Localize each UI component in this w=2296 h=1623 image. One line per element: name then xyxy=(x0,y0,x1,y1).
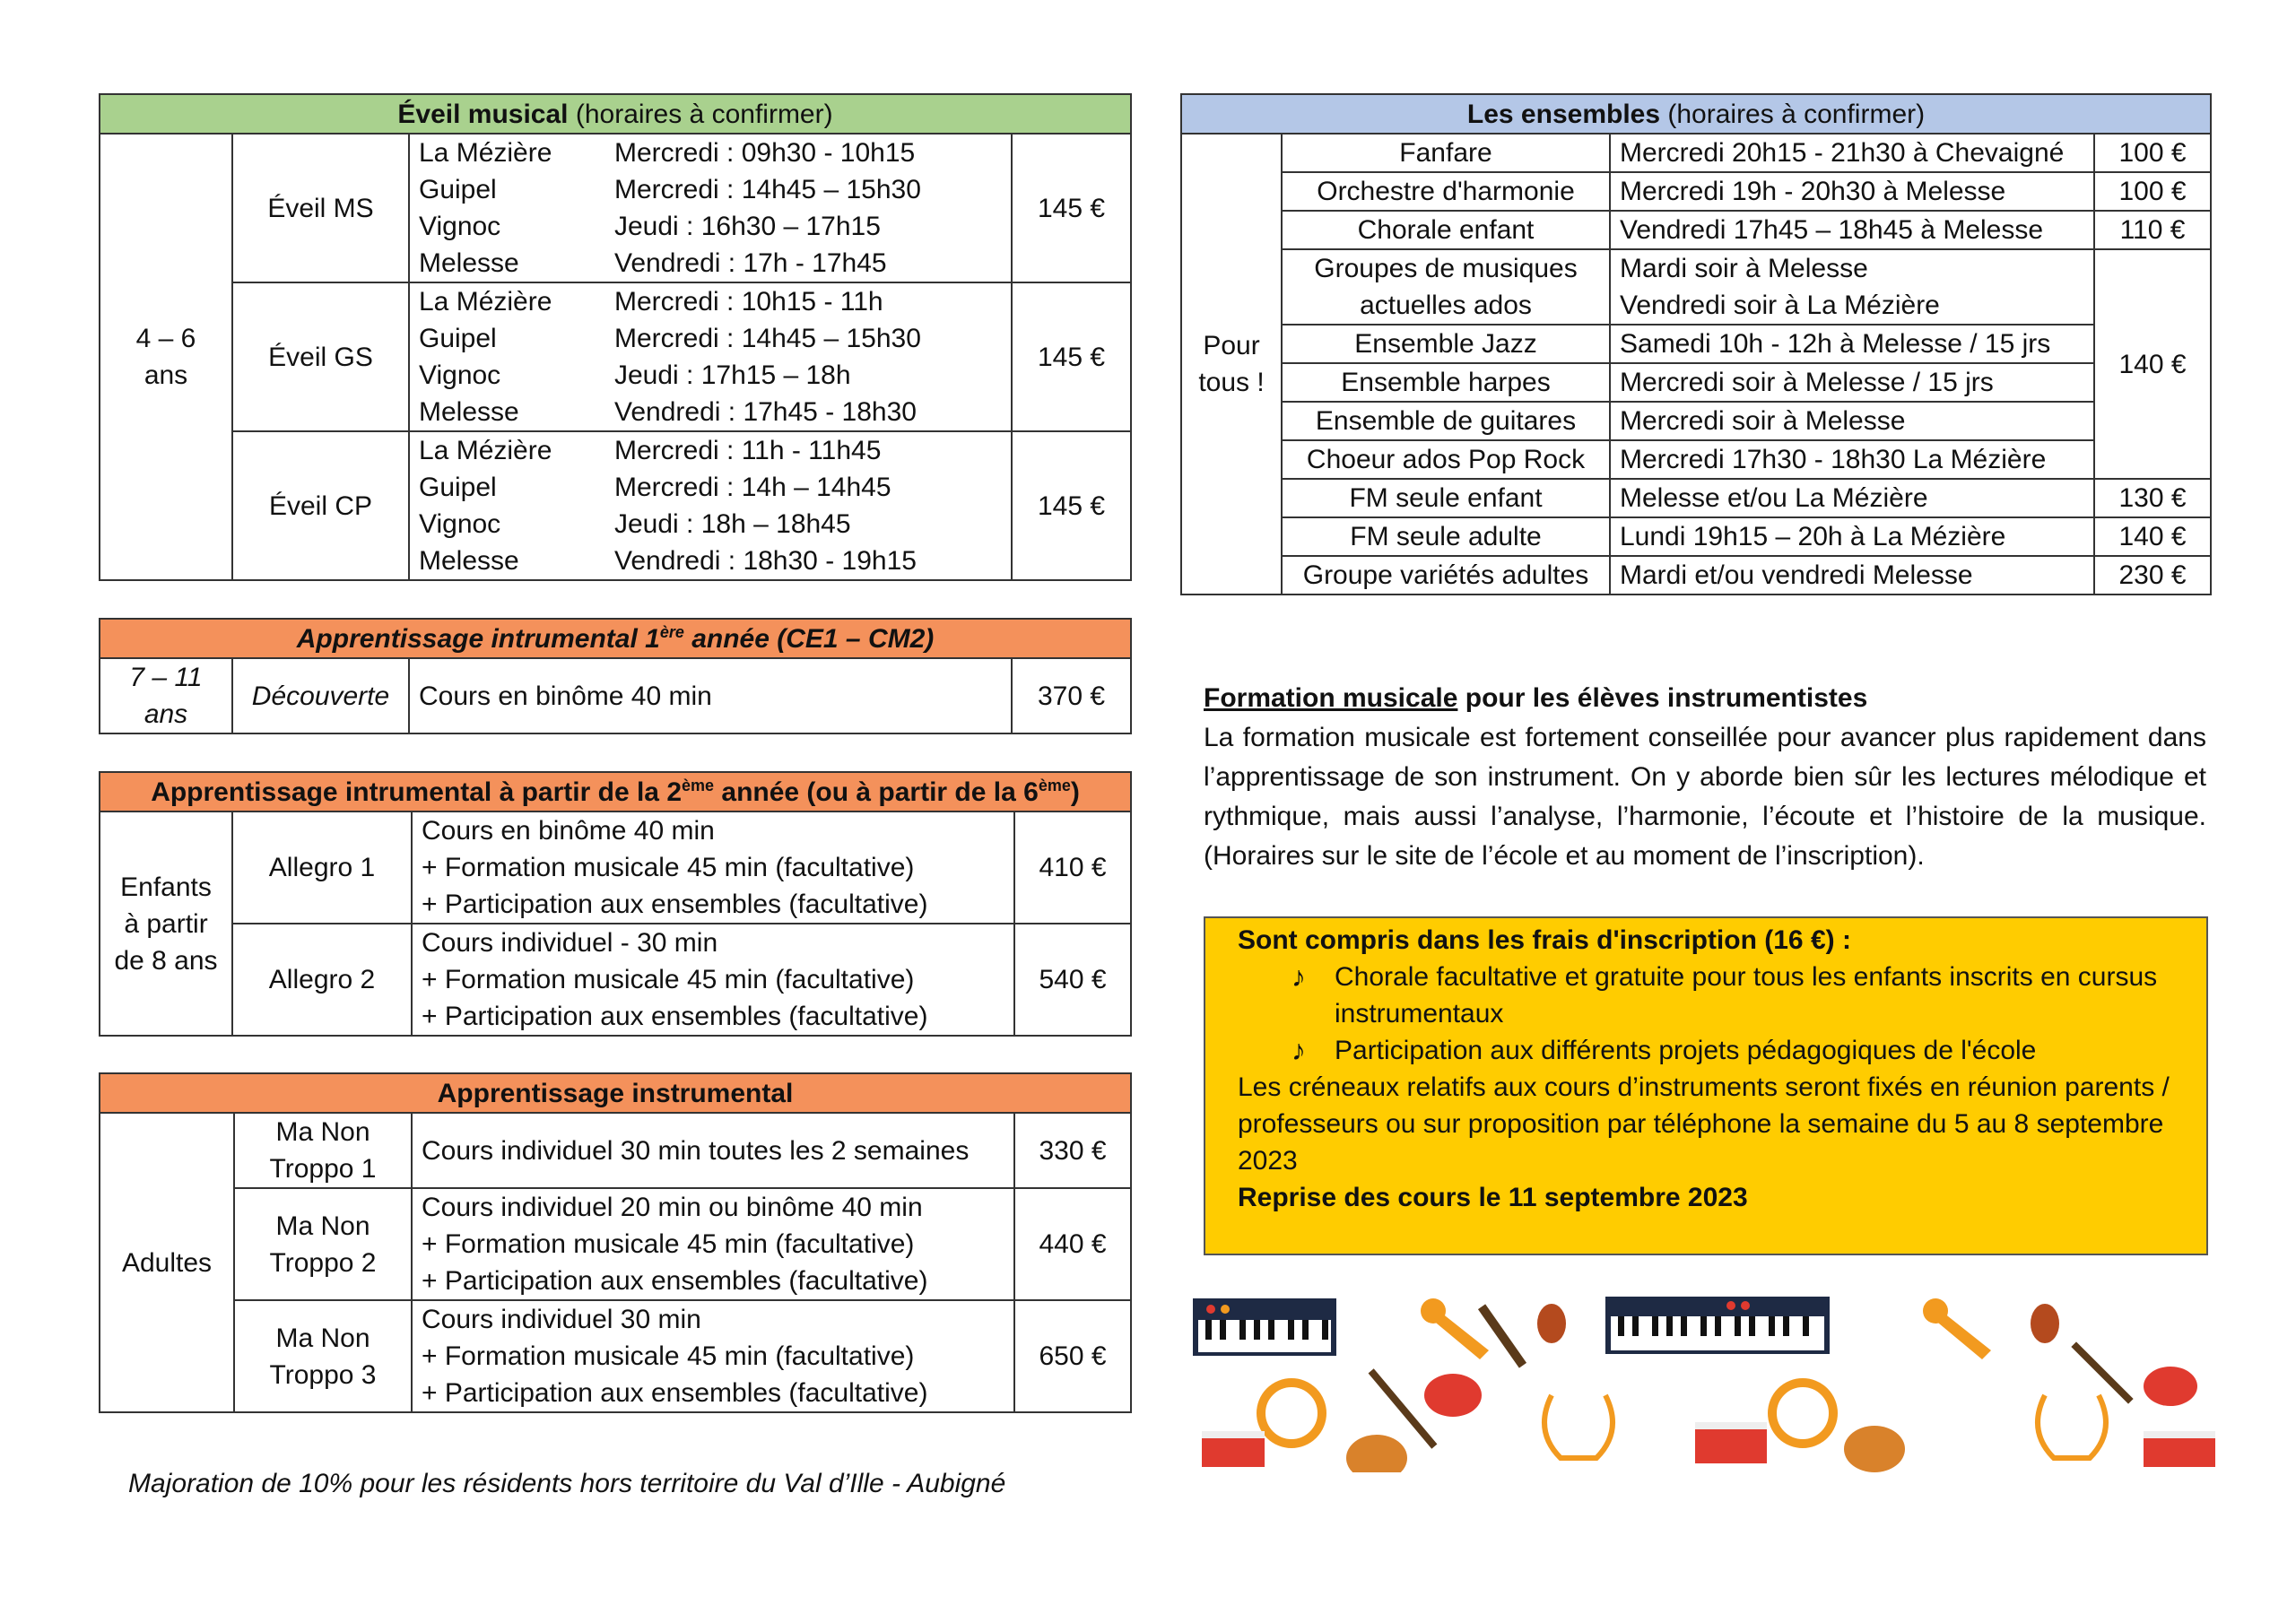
app1-name: Découverte xyxy=(232,658,409,733)
ensemble-price: 230 € xyxy=(2094,556,2211,595)
app2-price: 410 € xyxy=(1014,812,1131,924)
ensemble-name: Orchestre d'harmonie xyxy=(1282,172,1610,211)
app2-table xyxy=(99,771,1132,1037)
formation-title: Formation musicale pour les élèves instrumentistes xyxy=(1204,683,1868,713)
majoration-note: Majoration de 10% pour les résidents hors territoire du Val d’Ille - Aubigné xyxy=(128,1469,1006,1498)
adultes-table xyxy=(99,1072,1132,1413)
eveil-group-name: Éveil CP xyxy=(232,431,409,580)
music-note-icon: ♪ xyxy=(1292,960,1306,993)
ensemble-price: 100 € xyxy=(2094,172,2211,211)
ensemble-name: Ensemble de guitares xyxy=(1282,402,1610,440)
ensembles-table-wrap xyxy=(1180,93,2210,595)
music-instruments-illustration xyxy=(1193,1297,2222,1472)
app2-header: Apprentissage intrumental à partir de la 2ème année (ou à partir de la 6ème) xyxy=(100,772,1131,812)
inscription-note: Les créneaux relatifs aux cours d’instruments seront fixés en réunion parents / professeurs ou sur proposition par téléphone la semaine du 5 au 8 septembre 2023 xyxy=(1238,1072,2170,1176)
reprise-text: Reprise des cours le 11 septembre 2023 xyxy=(1238,1183,1748,1212)
adultes-price: 650 € xyxy=(1014,1300,1131,1412)
adultes-header: Apprentissage instrumental xyxy=(100,1073,1131,1113)
app1-table xyxy=(99,618,1132,734)
ensemble-name: Chorale enfant xyxy=(1282,211,1610,249)
ensemble-price: 130 € xyxy=(2094,479,2211,517)
keyboard-icon xyxy=(1193,1298,1336,1356)
ensembles-who: Pour tous ! xyxy=(1181,134,1282,595)
ensemble-price: 140 € xyxy=(2094,517,2211,556)
ensemble-name: FM seule adulte xyxy=(1282,517,1610,556)
ensemble-price: 110 € xyxy=(2094,211,2211,249)
ensemble-time: Mercredi 17h30 - 18h30 La Mézière xyxy=(1610,440,2094,479)
ensemble-name: Ensemble harpes xyxy=(1282,363,1610,402)
eveil-schedule: La Mézière Mercredi : 11h - 11h45 Guipel Mercredi : 14h – 14h45 Vignoc Jeudi : 18h – 18h45 Melesse Vendredi : 18h30 - 19h15 xyxy=(409,431,1012,580)
app1-age: 7 – 11 ans xyxy=(100,658,232,733)
ensemble-time: Mercredi soir à Melesse / 15 jrs xyxy=(1610,363,2094,402)
app1-table-wrap xyxy=(99,618,1130,734)
app2-age: Enfants à partir de 8 ans xyxy=(100,812,232,1036)
app2-table-wrap xyxy=(99,771,1130,1037)
adultes-age: Adultes xyxy=(100,1113,234,1412)
adultes-level-name: Ma Non Troppo 2 xyxy=(234,1188,412,1300)
app2-level-name: Allegro 1 xyxy=(232,812,412,924)
formation-section xyxy=(1204,679,2206,876)
ensemble-time: Mardi et/ou vendredi Melesse xyxy=(1610,556,2094,595)
ensemble-time: Mercredi soir à Melesse xyxy=(1610,402,2094,440)
app1-price: 370 € xyxy=(1012,658,1131,733)
keyboard-icon xyxy=(1605,1297,1830,1354)
ensemble-name: Choeur ados Pop Rock xyxy=(1282,440,1610,479)
eveil-price: 145 € xyxy=(1012,282,1131,431)
eveil-group-name: Éveil GS xyxy=(232,282,409,431)
eveil-table-wrap xyxy=(99,93,1130,581)
eveil-schedule: La Mézière Mercredi : 10h15 - 11h Guipel Mercredi : 14h45 – 15h30 Vignoc Jeudi : 17h15 – 18h Melesse Vendredi : 17h45 - 18h30 xyxy=(409,282,1012,431)
ensemble-name: Groupe variétés adultes xyxy=(1282,556,1610,595)
ensemble-time: Mercredi 19h - 20h30 à Melesse xyxy=(1610,172,2094,211)
adultes-desc: Cours individuel 30 min + Formation musicale 45 min (facultative) + Participation aux ensembles (facultative) xyxy=(412,1300,1014,1412)
eveil-header: Éveil musical (horaires à confirmer) xyxy=(100,94,1131,134)
eveil-price: 145 € xyxy=(1012,134,1131,282)
inscription-bullet: ♪ Participation aux différents projets pédagogiques de l'école xyxy=(1238,1032,2174,1069)
ensemble-name: FM seule enfant xyxy=(1282,479,1610,517)
music-note-icon: ♪ xyxy=(1292,1034,1306,1066)
ensembles-table xyxy=(1180,93,2212,595)
app1-header: Apprentissage intrumental 1ère année (CE1 – CM2) xyxy=(100,619,1131,658)
app2-level-name: Allegro 2 xyxy=(232,924,412,1036)
eveil-price: 145 € xyxy=(1012,431,1131,580)
ensemble-time: Mardi soir à Melesse Vendredi soir à La Mézière xyxy=(1610,249,2094,325)
inscription-bullet: ♪ Chorale facultative et gratuite pour tous les enfants inscrits en cursus instrumentaux xyxy=(1238,959,2174,1032)
adultes-desc: Cours individuel 30 min toutes les 2 semaines xyxy=(412,1113,1014,1188)
eveil-group-name: Éveil MS xyxy=(232,134,409,282)
adultes-price: 440 € xyxy=(1014,1188,1131,1300)
ensembles-header: Les ensembles (horaires à confirmer) xyxy=(1181,94,2211,134)
eveil-age: 4 – 6 ans xyxy=(100,134,232,580)
ensemble-name: Fanfare xyxy=(1282,134,1610,172)
ensemble-time: Vendredi 17h45 – 18h45 à Melesse xyxy=(1610,211,2094,249)
inscription-box xyxy=(1204,916,2208,1255)
eveil-schedule: La Mézière Mercredi : 09h30 - 10h15 Guipel Mercredi : 14h45 – 15h30 Vignoc Jeudi : 16h30 – 17h15 Melesse Vendredi : 17h - 17h45 xyxy=(409,134,1012,282)
app2-price: 540 € xyxy=(1014,924,1131,1036)
music-instruments-banner xyxy=(1193,1297,2222,1472)
ensemble-name: Ensemble Jazz xyxy=(1282,325,1610,363)
ensemble-price: 100 € xyxy=(2094,134,2211,172)
adultes-level-name: Ma Non Troppo 3 xyxy=(234,1300,412,1412)
ensemble-name: Groupes de musiques actuelles ados xyxy=(1282,249,1610,325)
ensemble-time: Lundi 19h15 – 20h à La Mézière xyxy=(1610,517,2094,556)
app2-desc: Cours en binôme 40 min + Formation musicale 45 min (facultative) + Participation aux ensembles (facultative) xyxy=(412,812,1014,924)
inscription-title: Sont compris dans les frais d'inscription (16 €) : xyxy=(1238,925,1851,955)
adultes-level-name: Ma Non Troppo 1 xyxy=(234,1113,412,1188)
ensemble-time: Mercredi 20h15 - 21h30 à Chevaigné xyxy=(1610,134,2094,172)
adultes-table-wrap xyxy=(99,1072,1130,1413)
adultes-price: 330 € xyxy=(1014,1113,1131,1188)
ensemble-time: Samedi 10h - 12h à Melesse / 15 jrs xyxy=(1610,325,2094,363)
app2-desc: Cours individuel - 30 min + Formation musicale 45 min (facultative) + Participation aux ensembles (facultative) xyxy=(412,924,1014,1036)
formation-text: La formation musicale est fortement conseillée pour avancer plus rapidement dans l’apprentissage de son instrument. On y aborde bien sûr les lectures mélodique et rythmique, mais aussi l’analyse, l’harmonie, l’écoute et l’histoire de la musique. (Horaires sur le site de l’école et au moment de l’inscription). xyxy=(1204,723,2206,871)
app1-desc: Cours en binôme 40 min xyxy=(409,658,1012,733)
ensemble-time: Melesse et/ou La Mézière xyxy=(1610,479,2094,517)
eveil-table xyxy=(99,93,1132,581)
adultes-desc: Cours individuel 20 min ou binôme 40 min + Formation musicale 45 min (facultative) + Participation aux ensembles (facultative) xyxy=(412,1188,1014,1300)
ensemble-shared-price: 140 € xyxy=(2094,249,2211,479)
